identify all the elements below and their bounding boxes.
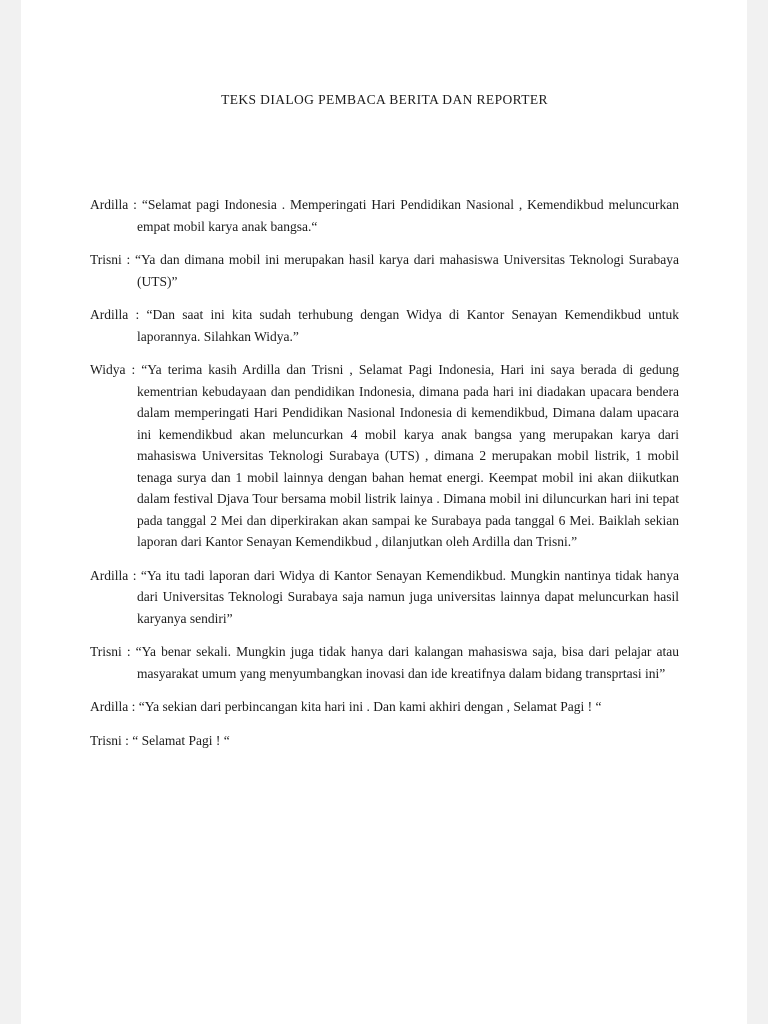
speaker-name: Ardilla (90, 699, 129, 714)
dialog-line (90, 565, 679, 630)
dialog-line (90, 249, 679, 292)
speaker-separator: : (128, 197, 142, 212)
speaker-separator: : (121, 732, 133, 748)
speaker-name: Ardilla (90, 307, 129, 322)
dialog-text: “Ya itu tadi laporan dari Widya di Kantor Senayan Kemendikbud. Mungkin nantinya tidak hanya dari Universitas Teknologi Surabaya saja namun juga universitas lainnya dapat meluncurkan hasil karyanya sendiri” (137, 567, 679, 626)
dialog-line (90, 304, 679, 347)
dialog-line (90, 359, 679, 553)
document-title: TEKS DIALOG PEMBACA BERITA DAN REPORTER (221, 92, 548, 107)
speaker-name: Widya (90, 362, 126, 377)
dialog-text: “Dan saat ini kita sudah terhubung dengan Widya di Kantor Senayan Kemendikbud untuk laporannya. Silahkan Widya.” (137, 307, 679, 344)
speaker-separator: : (128, 307, 147, 322)
speaker-separator: : (128, 699, 139, 714)
dialog-text: “Ya terima kasih Ardilla dan Trisni , Selamat Pagi Indonesia, Hari ini saya berada di gedung kementrian kebudayaan dan pendidikan Indonesia, dimana pada hari ini diadakan upacara bendera dalam memperingati Hari Pendidikan Nasional Indonesia di kemendikbud, Dimana dalam upacara ini kemendikbud akan meluncurkan 4 mobil karya anak bangsa yang merupakan karya dari mahasiswa Universitas Teknologi Surabaya (UTS) , dimana 2 merupakan mobil listrik, 1 mobil tenaga surya dan 1 mobil lainnya dengan bahan hemat energi. Keempat mobil ini akan diikutkan dalam festival Djava Tour bersama mobil listrik lainya . Dimana mobil ini diluncurkan hari ini tepat pada tanggal 2 Mei dan diperkirakan akan sampai ke Surabaya pada tanggal 6 Mei. Baiklah sekian laporan dari Kantor Senayan Kemendikbud , dilanjutkan oleh Ardilla dan Trisni.” (137, 362, 679, 549)
speaker-separator: : (125, 362, 142, 377)
dialog-text: “Ya dan dimana mobil ini merupakan hasil karya dari mahasiswa Universitas Teknologi Surabaya (UTS)” (135, 252, 679, 289)
speaker-separator: : (121, 252, 136, 267)
dialog-text: “ Selamat Pagi ! “ (132, 732, 230, 748)
speaker-name: Trisni (90, 732, 122, 748)
dialog-line (90, 696, 679, 718)
document-page (21, 0, 747, 1024)
dialog-text: “Ya benar sekali. Mungkin juga tidak hanya dari kalangan mahasiswa saja, bisa dari pelajar atau masyarakat umum yang menyumbangkan inovasi dan ide kreatifnya dalam bidang transprtasi ini” (135, 644, 679, 681)
dialog-line (90, 641, 679, 684)
dialog-body (90, 194, 679, 751)
dialog-text: “Selamat pagi Indonesia . Memperingati Hari Pendidikan Nasional , Kemendikbud meluncurkan empat mobil karya anak bangsa.“ (137, 197, 679, 234)
speaker-separator: : (121, 644, 136, 659)
speaker-separator: : (128, 567, 141, 583)
speaker-name: Ardilla (90, 197, 129, 212)
dialog-line (90, 194, 679, 237)
speaker-name: Ardilla (90, 567, 129, 583)
dialog-text: “Ya sekian dari perbincangan kita hari ini . Dan kami akhiri dengan , Selamat Pagi ! “ (138, 699, 602, 714)
speaker-name: Trisni (90, 252, 122, 267)
speaker-name: Trisni (90, 644, 122, 659)
dialog-line (90, 730, 679, 752)
